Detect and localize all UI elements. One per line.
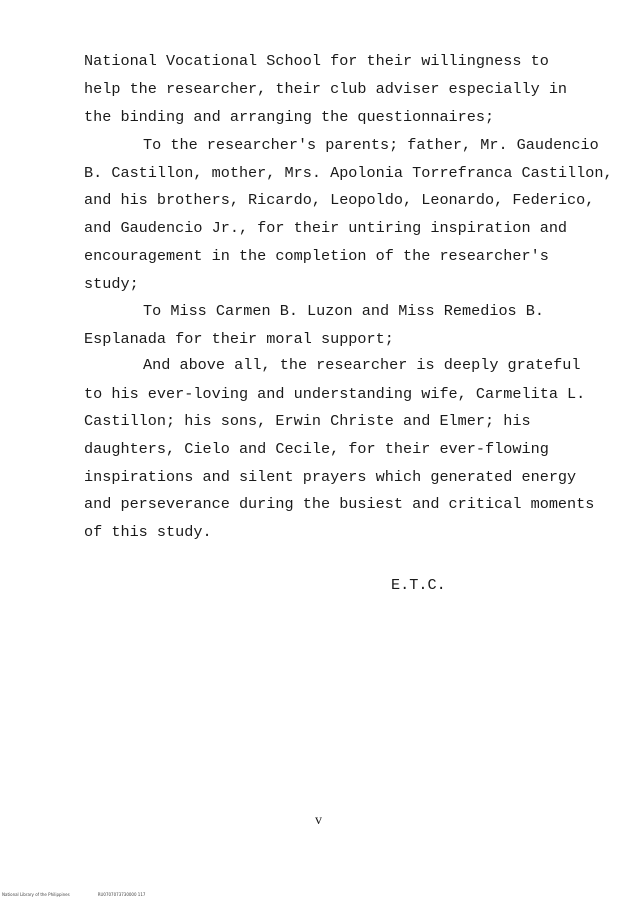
text-line: Castillon; his sons, Erwin Christe and Elmer; his: [84, 412, 531, 430]
text-line: Esplanada for their moral support;: [84, 330, 394, 348]
text-line: and his brothers, Ricardo, Leopoldo, Leonardo, Federico,: [84, 191, 595, 209]
text-line: To the researcher's parents; father, Mr. Gaudencio: [143, 136, 599, 154]
text-line: and Gaudencio Jr., for their untiring inspiration and: [84, 219, 568, 237]
text-line: of this study.: [84, 523, 212, 541]
scan-footer: [2, 892, 145, 898]
text-line: inspirations and silent prayers which generated energy: [84, 468, 577, 486]
text-line: daughters, Cielo and Cecile, for their ever-flowing: [84, 440, 549, 458]
footer-library: National Library of the Philippines: [2, 892, 70, 897]
text-line: National Vocational School for their willingness to: [84, 52, 549, 70]
text-line: encouragement in the completion of the researcher's: [84, 247, 549, 265]
text-line: help the researcher, their club adviser especially in: [84, 80, 568, 98]
text-line: the binding and arranging the questionnaires;: [84, 108, 495, 126]
page-number: v: [315, 813, 322, 828]
text-line: to his ever-loving and understanding wife, Carmelita L.: [84, 385, 586, 403]
text-line: B. Castillon, mother, Mrs. Apolonia Torrefranca Castillon,: [84, 164, 613, 182]
footer-code: RU0707073730000 117: [97, 892, 146, 897]
text-line: And above all, the researcher is deeply grateful: [143, 356, 581, 374]
text-line: To Miss Carmen B. Luzon and Miss Remedios B.: [143, 302, 545, 320]
text-line: and perseverance during the busiest and critical moments: [84, 495, 595, 513]
text-line: study;: [84, 275, 139, 293]
author-initials: E.T.C.: [391, 576, 446, 594]
